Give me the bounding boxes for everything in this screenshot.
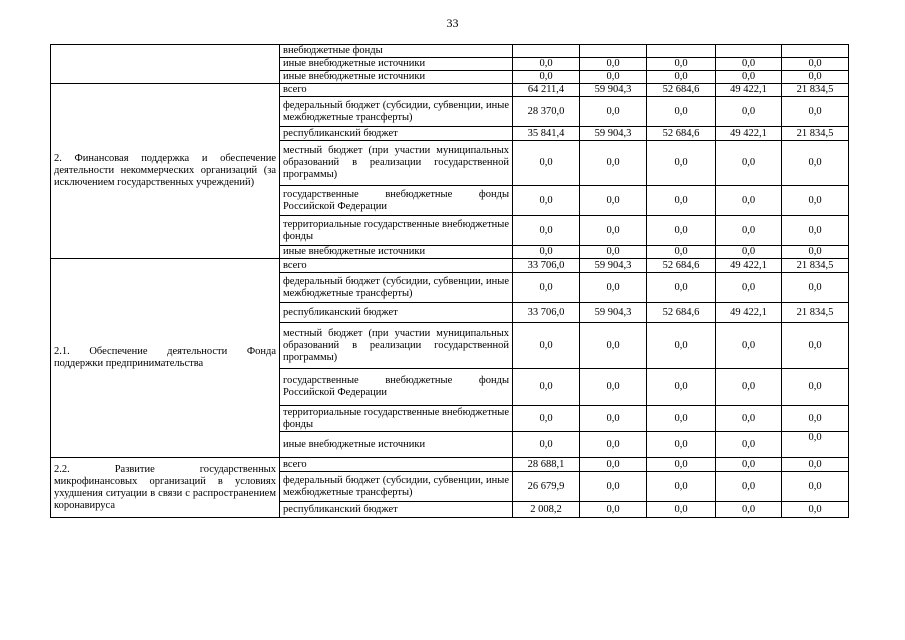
amount-cell: 0,0 [716, 323, 782, 369]
amount-cell: 0,0 [782, 58, 849, 71]
program-cell: 2.2. Развитие государственных микрофинансовых организаций в условиях ухудшения ситуации в связи с распространением коронавируса [51, 458, 280, 518]
amount-cell: 52 684,6 [647, 259, 716, 273]
amount-cell: 52 684,6 [647, 84, 716, 97]
amount-cell: 59 904,3 [580, 127, 647, 141]
funding-source-cell: государственные внебюджетные фонды Российской Федерации [280, 369, 513, 406]
funding-source-cell: внебюджетные фонды [280, 45, 513, 58]
table-row [51, 259, 849, 273]
amount-cell: 26 679,9 [513, 472, 580, 502]
amount-cell: 0,0 [782, 323, 849, 369]
amount-cell: 0,0 [647, 273, 716, 303]
amount-cell: 35 841,4 [513, 127, 580, 141]
table-row [51, 45, 849, 58]
amount-cell: 0,0 [647, 472, 716, 502]
funding-source-cell: иные внебюджетные источники [280, 246, 513, 259]
amount-cell: 0,0 [580, 432, 647, 458]
amount-cell: 59 904,3 [580, 303, 647, 323]
amount-cell: 0,0 [782, 246, 849, 259]
amount-cell: 0,0 [580, 472, 647, 502]
funding-source-cell: территориальные государственные внебюджетные фонды [280, 406, 513, 432]
amount-cell: 0,0 [513, 216, 580, 246]
amount-cell: 0,0 [580, 406, 647, 432]
amount-cell [580, 45, 647, 58]
amount-cell: 0,0 [716, 458, 782, 472]
funding-source-cell: всего [280, 458, 513, 472]
funding-source-cell: местный бюджет (при участии муниципальных образований в реализации государственной программы) [280, 141, 513, 186]
funding-source-cell: иные внебюджетные источники [280, 432, 513, 458]
funding-source-cell: государственные внебюджетные фонды Российской Федерации [280, 186, 513, 216]
amount-cell: 0,0 [580, 97, 647, 127]
amount-cell: 0,0 [782, 216, 849, 246]
amount-cell: 0,0 [647, 216, 716, 246]
amount-cell: 0,0 [782, 97, 849, 127]
amount-cell: 21 834,5 [782, 127, 849, 141]
amount-cell: 0,0 [580, 273, 647, 303]
table-body [51, 45, 849, 518]
amount-cell: 0,0 [580, 141, 647, 186]
funding-source-cell: федеральный бюджет (субсидии, субвенции, иные межбюджетные трансферты) [280, 97, 513, 127]
amount-cell: 49 422,1 [716, 303, 782, 323]
table-row [51, 84, 849, 97]
amount-cell: 0,0 [647, 186, 716, 216]
amount-cell: 0,0 [513, 141, 580, 186]
amount-cell [716, 45, 782, 58]
amount-cell: 0,0 [580, 369, 647, 406]
amount-cell: 0,0 [513, 323, 580, 369]
amount-cell: 21 834,5 [782, 84, 849, 97]
amount-cell: 59 904,3 [580, 84, 647, 97]
amount-cell: 0,0 [513, 273, 580, 303]
program-cell: 2.1. Обеспечение деятельности Фонда поддержки предпринимательства [51, 259, 280, 458]
amount-cell: 52 684,6 [647, 303, 716, 323]
amount-cell: 0,0 [647, 458, 716, 472]
amount-cell: 0,0 [716, 502, 782, 518]
amount-cell: 0,0 [716, 58, 782, 71]
amount-cell: 0,0 [782, 472, 849, 502]
amount-cell: 0,0 [580, 216, 647, 246]
amount-cell: 0,0 [647, 502, 716, 518]
amount-cell [513, 45, 580, 58]
amount-cell: 0,0 [580, 458, 647, 472]
amount-cell: 2 008,2 [513, 502, 580, 518]
amount-cell: 0,0 [580, 502, 647, 518]
amount-cell: 0,0 [647, 71, 716, 84]
amount-cell: 0,0 [513, 71, 580, 84]
amount-cell: 0,0 [513, 58, 580, 71]
table-row [51, 458, 849, 472]
amount-cell: 0,0 [647, 58, 716, 71]
amount-cell: 52 684,6 [647, 127, 716, 141]
amount-cell: 0,0 [782, 406, 849, 432]
amount-cell: 0,0 [647, 246, 716, 259]
amount-cell: 0,0 [580, 58, 647, 71]
amount-cell: 0,0 [782, 502, 849, 518]
amount-cell: 49 422,1 [716, 259, 782, 273]
amount-cell: 0,0 [513, 369, 580, 406]
amount-cell: 21 834,5 [782, 259, 849, 273]
amount-cell: 0,0 [716, 246, 782, 259]
amount-cell: 49 422,1 [716, 84, 782, 97]
funding-source-cell: иные внебюджетные источники [280, 71, 513, 84]
amount-cell: 0,0 [580, 186, 647, 216]
funding-source-cell: иные внебюджетные источники [280, 58, 513, 71]
funding-source-cell: федеральный бюджет (субсидии, субвенции, иные межбюджетные трансферты) [280, 472, 513, 502]
amount-cell: 33 706,0 [513, 259, 580, 273]
funding-source-cell: республиканский бюджет [280, 127, 513, 141]
amount-cell: 0,0 [513, 246, 580, 259]
amount-cell: 64 211,4 [513, 84, 580, 97]
page-number: 33 [446, 16, 459, 30]
funding-source-cell: местный бюджет (при участии муниципальных образований в реализации государственной программы) [280, 323, 513, 369]
funding-source-cell: республиканский бюджет [280, 502, 513, 518]
amount-cell: 0,0 [782, 71, 849, 84]
amount-cell: 0,0 [716, 273, 782, 303]
amount-cell: 0,0 [580, 323, 647, 369]
funding-source-cell: республиканский бюджет [280, 303, 513, 323]
amount-cell: 0,0 [716, 432, 782, 458]
amount-cell: 0,0 [782, 141, 849, 186]
amount-cell: 0,0 [716, 71, 782, 84]
amount-cell: 49 422,1 [716, 127, 782, 141]
amount-cell [782, 45, 849, 58]
amount-cell: 0,0 [647, 406, 716, 432]
amount-cell: 0,0 [716, 472, 782, 502]
amount-cell: 0,0 [513, 432, 580, 458]
amount-cell: 0,0 [647, 432, 716, 458]
amount-cell: 0,0 [716, 186, 782, 216]
amount-cell [647, 45, 716, 58]
amount-cell: 0,0 [782, 458, 849, 472]
amount-cell: 0,0 [782, 432, 849, 458]
amount-cell: 0,0 [513, 186, 580, 216]
amount-cell: 0,0 [647, 97, 716, 127]
amount-cell: 0,0 [513, 406, 580, 432]
funding-source-cell: территориальные государственные внебюджетные фонды [280, 216, 513, 246]
amount-cell: 0,0 [580, 71, 647, 84]
funding-source-cell: всего [280, 84, 513, 97]
amount-cell: 0,0 [716, 406, 782, 432]
amount-cell: 0,0 [716, 141, 782, 186]
amount-cell: 28 370,0 [513, 97, 580, 127]
amount-cell: 0,0 [716, 216, 782, 246]
funding-source-cell: федеральный бюджет (субсидии, субвенции, иные межбюджетные трансферты) [280, 273, 513, 303]
amount-cell: 0,0 [716, 97, 782, 127]
amount-cell: 0,0 [716, 369, 782, 406]
budget-table [50, 44, 849, 518]
amount-cell: 59 904,3 [580, 259, 647, 273]
program-cell: 2. Финансовая поддержка и обеспечение деятельности некоммерческих организаций (за исключением государственных учреждений) [51, 84, 280, 259]
amount-cell: 0,0 [782, 273, 849, 303]
amount-cell: 21 834,5 [782, 303, 849, 323]
amount-cell: 0,0 [782, 369, 849, 406]
amount-cell: 28 688,1 [513, 458, 580, 472]
amount-cell: 33 706,0 [513, 303, 580, 323]
amount-cell: 0,0 [782, 186, 849, 216]
amount-cell: 0,0 [647, 369, 716, 406]
program-cell [51, 45, 280, 84]
amount-cell: 0,0 [580, 246, 647, 259]
funding-source-cell: всего [280, 259, 513, 273]
amount-cell: 0,0 [647, 323, 716, 369]
amount-cell: 0,0 [647, 141, 716, 186]
